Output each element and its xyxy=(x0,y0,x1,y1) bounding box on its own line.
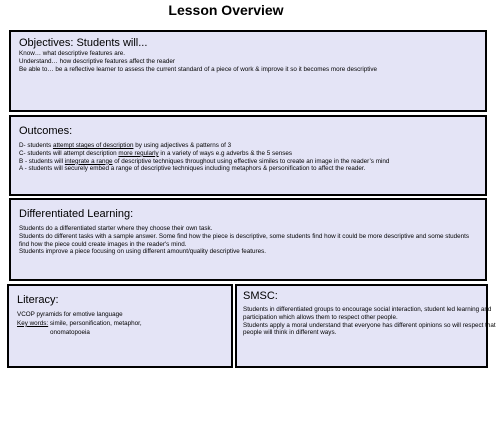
literacy-body xyxy=(17,311,231,336)
outcome-b-underlined: integrate a range xyxy=(64,157,113,165)
outcome-c-suffix: in a variety of ways e.g adverbs & the 5 senses xyxy=(158,149,293,157)
objective-understand: Understand… how descriptive features affect the reader xyxy=(19,57,175,65)
smsc-line: Students apply a moral understand that everyone has different opinions so will respect that xyxy=(243,321,496,329)
outcome-d-underlined: attempt stages of description xyxy=(52,142,134,149)
objective-know: Know… what descriptive features are. xyxy=(19,50,126,57)
outcome-b-prefix: B - students will xyxy=(19,157,65,165)
outcome-a: A - students will securely embed a range of descriptive techniques including metaphors & personification to affect the reader. xyxy=(19,165,366,173)
differentiated-line: Students improve a piece focusing on using different amount/quality descriptive features. xyxy=(19,248,267,256)
outcome-c-underlined: more regularly xyxy=(118,149,159,157)
outcome-d-suffix: by using adjectives & patterns of 3 xyxy=(133,142,232,149)
objectives-box xyxy=(9,30,487,112)
outcomes-box xyxy=(9,115,487,196)
smsc-line: participation which allows them to respect other people. xyxy=(243,313,398,321)
smsc-line: Students in differentiated groups to encourage social interaction, student led learning and xyxy=(243,306,492,313)
literacy-keywords-continued: onomatopoeia xyxy=(50,328,90,336)
literacy-vcop: VCOP pyramids for emotive language xyxy=(17,311,123,318)
differentiated-body xyxy=(19,225,485,256)
page-title: Lesson Overview xyxy=(168,2,284,18)
literacy-heading: Literacy: xyxy=(17,294,59,306)
outcome-d-prefix: D- students xyxy=(19,142,53,149)
literacy-box xyxy=(7,284,233,368)
differentiated-line: Students do different tasks with a sample answer. Some find how the piece is descriptive, some students find how it could be more descriptive and some students xyxy=(19,232,469,240)
outcome-d xyxy=(19,142,485,150)
smsc-line: people will think in different ways. xyxy=(243,329,337,337)
differentiated-line: Students do a differentiated starter where they choose their own task. xyxy=(19,225,213,232)
literacy-keywords-label: Key words: xyxy=(17,319,49,327)
objective-able-to: Be able to… be a reflective learner to assess the current standard of a piece of work & improve it so it becomes more descriptive xyxy=(19,65,378,73)
outcomes-body xyxy=(19,142,485,173)
objectives-body xyxy=(19,50,485,73)
differentiated-line: find how the piece could create images in the reader's mind. xyxy=(19,240,187,248)
smsc-body xyxy=(243,306,496,337)
literacy-keywords-list: simile, personification, metaphor, xyxy=(48,319,142,327)
outcomes-heading: Outcomes: xyxy=(19,125,73,137)
outcome-b-suffix: of descriptive techniques throughout using effective similes to create an image in the reader’s mind xyxy=(112,157,390,165)
smsc-heading: SMSC: xyxy=(243,290,278,302)
outcome-c-prefix: C- students will attempt description xyxy=(19,149,119,157)
outcome-b xyxy=(19,158,485,166)
differentiated-heading: Differentiated Learning: xyxy=(19,208,134,220)
objectives-heading: Objectives: Students will... xyxy=(19,37,148,49)
differentiated-learning-box xyxy=(9,198,487,281)
literacy-keywords xyxy=(17,320,231,328)
outcome-c xyxy=(19,150,485,158)
smsc-box xyxy=(235,284,496,368)
